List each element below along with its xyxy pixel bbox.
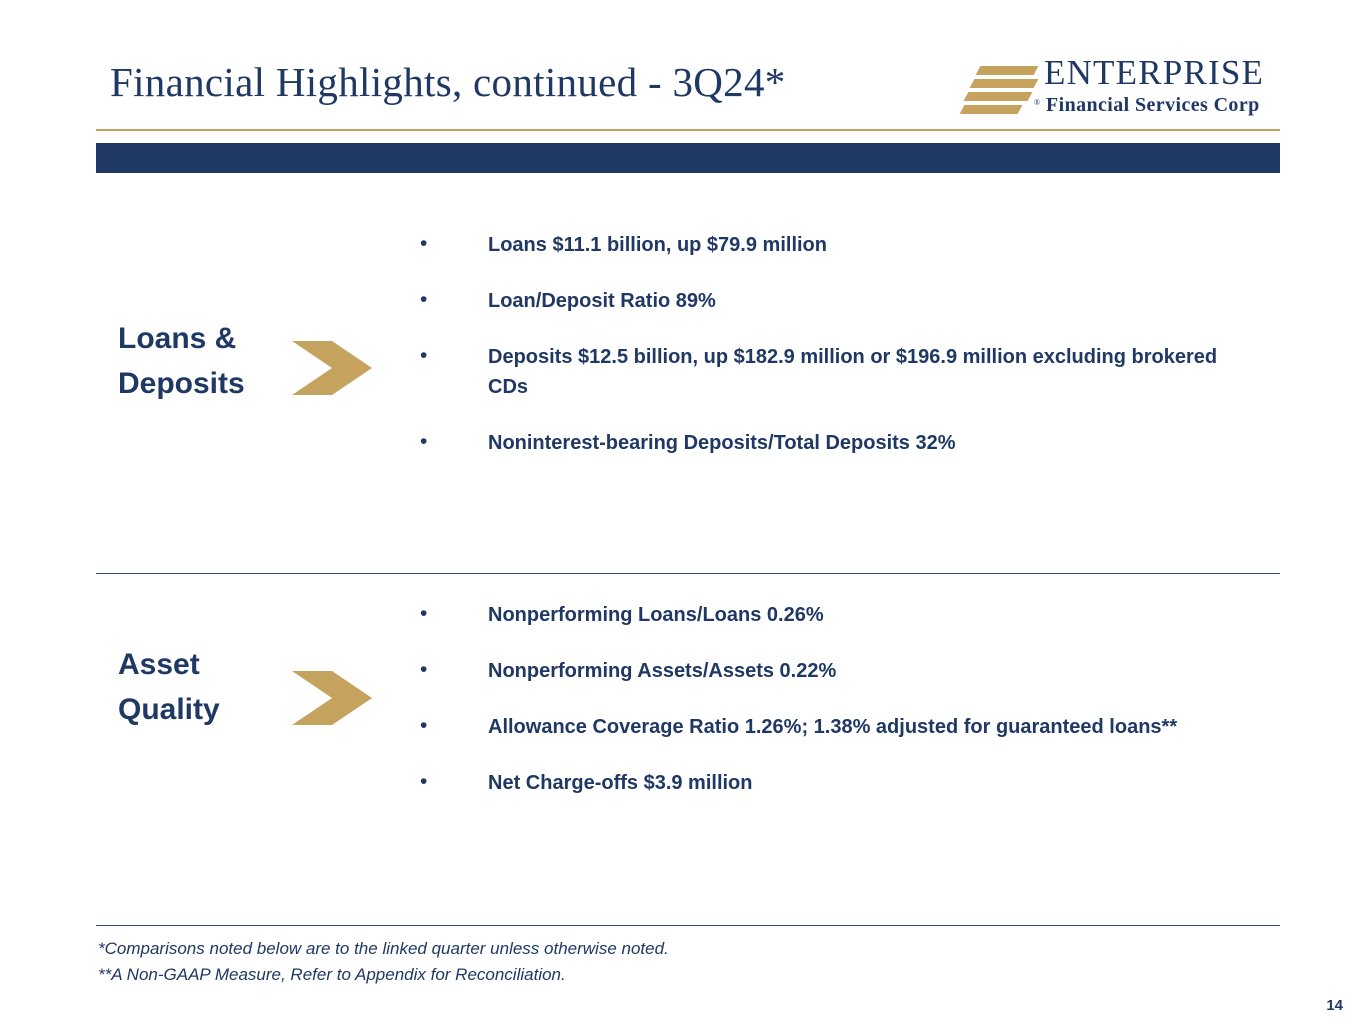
list-item-text: Net Charge-offs $3.9 million: [488, 772, 753, 794]
section-label-loans-deposits: [118, 316, 298, 406]
section-divider: [96, 573, 1280, 574]
company-logo: [962, 54, 1280, 126]
list-item: [416, 768, 1236, 798]
chevron-right-arrow-icon: [292, 665, 378, 731]
bullet-icon: •: [420, 430, 428, 453]
bullet-icon: •: [420, 602, 428, 625]
list-item-text: Noninterest-bearing Deposits/Total Deposits 32%: [488, 432, 956, 454]
list-item: [416, 230, 1236, 260]
section-label-line-1: Loans &: [118, 322, 237, 355]
title-accent-bar: [96, 143, 1280, 173]
registered-trademark-icon: ®: [1034, 98, 1041, 107]
list-item-text: Deposits $12.5 billion, up $182.9 million or $196.9 million excluding brokered CDs: [488, 346, 1218, 398]
enterprise-stripes-logo-icon: [962, 62, 1036, 110]
section-label-asset-quality: [118, 642, 298, 732]
list-item-text: Allowance Coverage Ratio 1.26%; 1.38% adjusted for guaranteed loans**: [488, 716, 1178, 738]
page-number: 14: [1326, 997, 1343, 1014]
list-item-text: Loans $11.1 billion, up $79.9 million: [488, 234, 827, 256]
section-label-line-2: Quality: [118, 693, 220, 726]
list-item: [416, 286, 1236, 316]
chevron-right-arrow-icon: [292, 335, 378, 401]
page-title: Financial Highlights, continued - 3Q24*: [110, 59, 786, 105]
logo-tagline: Financial Services Corp: [1046, 94, 1260, 116]
bullet-list-asset-quality: [416, 600, 1236, 824]
bullet-icon: •: [420, 344, 428, 367]
logo-wordmark: ENTERPRISE: [1044, 53, 1265, 92]
bullet-icon: •: [420, 714, 428, 737]
bullet-icon: •: [420, 232, 428, 255]
bullet-icon: •: [420, 288, 428, 311]
bullet-icon: •: [420, 770, 428, 793]
section-label-line-1: Asset: [118, 648, 200, 681]
list-item: [416, 428, 1236, 458]
list-item: [416, 342, 1236, 402]
section-label-line-2: Deposits: [118, 367, 245, 400]
footnotes: [98, 936, 1098, 988]
footnote-2: **A Non-GAAP Measure, Refer to Appendix for Reconciliation.: [98, 965, 566, 984]
bullet-icon: •: [420, 658, 428, 681]
list-item-text: Nonperforming Loans/Loans 0.26%: [488, 604, 824, 626]
footnote-divider: [96, 925, 1280, 926]
title-underline-rule: [96, 129, 1280, 131]
list-item: [416, 712, 1236, 742]
bullet-list-loans-deposits: [416, 230, 1236, 484]
list-item: [416, 600, 1236, 630]
list-item-text: Nonperforming Assets/Assets 0.22%: [488, 660, 837, 682]
list-item-text: Loan/Deposit Ratio 89%: [488, 290, 716, 312]
footnote-1: *Comparisons noted below are to the linked quarter unless otherwise noted.: [98, 939, 669, 958]
list-item: [416, 656, 1236, 686]
slide-header: [96, 50, 1280, 140]
